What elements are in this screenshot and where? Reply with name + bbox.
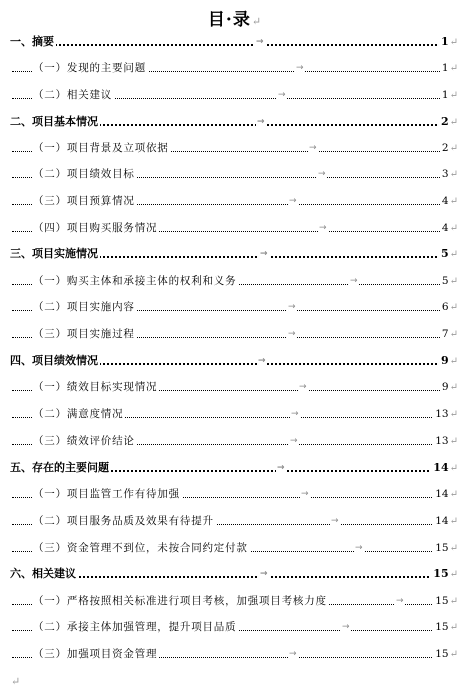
tab-arrow-icon: → (259, 564, 269, 584)
toc-entry-title: （二）相关建议 (33, 85, 114, 105)
page-title (0, 5, 470, 30)
paragraph-mark-icon: ↵ (251, 15, 263, 28)
tab-arrow-icon: → (298, 377, 308, 397)
tab-arrow-icon: → (308, 138, 318, 158)
paragraph-mark-icon: ↵ (449, 169, 458, 180)
toc-entry-level1[interactable] (0, 351, 470, 371)
toc-entry-page-number (440, 85, 458, 106)
tab-arrow-icon: → (287, 297, 297, 317)
page-number-text: 13 (435, 408, 449, 420)
toc-entry-title: （二）项目绩效目标 (33, 164, 137, 184)
tab-arrow-icon: → (289, 431, 299, 451)
toc-entry-page-number (433, 404, 458, 425)
paragraph-mark-icon: ↵ (449, 596, 458, 607)
toc-entry-title: 三、项目实施情况 (10, 244, 100, 264)
paragraph-mark-icon: ↵ (449, 649, 458, 660)
page-number-text: 15 (433, 567, 449, 580)
toc-entry-title: 五、存在的主要问题 (10, 458, 111, 478)
toc-entry-title: （三）项目实施过程 (33, 324, 137, 344)
toc-entry-title: 六、相关建议 (10, 564, 78, 584)
toc-entry-page-number (433, 431, 458, 452)
toc-entry-page-number (433, 591, 458, 612)
tab-arrow-icon: → (341, 617, 351, 637)
page-number-text: 3 (441, 168, 449, 180)
toc-entry-page-number (440, 191, 458, 212)
paragraph-mark-icon: ↵ (449, 382, 458, 393)
paragraph-mark-icon: ↵ (449, 223, 458, 234)
paragraph-mark-icon: ↵ (449, 569, 458, 580)
paragraph-mark-icon: ↵ (11, 675, 21, 688)
toc-entry-page-number (433, 484, 458, 505)
toc-entry-level2[interactable] (0, 271, 470, 291)
paragraph-mark-icon: ↵ (449, 622, 458, 633)
toc-entry-page-number (440, 218, 458, 239)
toc-entry-title: （三）加强项目资金管理 (33, 644, 159, 664)
page-number-text: 9 (440, 354, 449, 367)
paragraph-mark-icon: ↵ (449, 489, 458, 500)
page-number-text: 9 (441, 381, 449, 393)
tab-arrow-icon: → (255, 32, 265, 52)
toc-entry-page-number (433, 511, 458, 532)
toc-entry-level1[interactable] (0, 112, 470, 132)
page-number-text: 7 (441, 328, 449, 340)
tab-arrow-icon: → (395, 591, 405, 611)
tab-arrow-icon: → (277, 85, 287, 105)
tab-arrow-icon: → (288, 644, 298, 664)
paragraph-mark-icon: ↵ (449, 356, 458, 367)
toc-entry-page-number (440, 271, 458, 292)
toc-entry-title: （一）购买主体和承接主体的权利和义务 (33, 271, 238, 291)
toc-entry-page-number (433, 617, 458, 638)
toc-entry-page-number (440, 377, 458, 398)
toc-entry-page-number (431, 458, 458, 479)
page-number-text: 1 (440, 35, 449, 48)
toc-entry-page-number (439, 244, 458, 265)
toc-entry-title: （一）项目背景及立项依据 (33, 138, 171, 158)
toc-entry-level1[interactable] (0, 32, 470, 52)
paragraph-mark-icon: ↵ (449, 143, 458, 154)
toc-entry-level2[interactable] (0, 218, 470, 238)
toc-entry-title: （一）项目监管工作有待加强 (33, 484, 182, 504)
toc-entry-page-number (439, 351, 458, 372)
toc-entry-level2[interactable] (0, 324, 470, 344)
page-number-text: 15 (435, 595, 449, 607)
page-number-text: 5 (441, 275, 449, 287)
toc-entry-title: （二）项目实施内容 (33, 297, 137, 317)
paragraph-mark-icon: ↵ (449, 249, 458, 260)
tab-arrow-icon: → (300, 484, 310, 504)
paragraph-mark-icon: ↵ (449, 117, 458, 128)
toc-entry-page-number (439, 32, 458, 53)
toc-entry-page-number (433, 644, 458, 665)
toc-entry-level2[interactable] (0, 484, 470, 504)
page-number-text: 14 (433, 461, 449, 474)
paragraph-mark-icon: ↵ (449, 276, 458, 287)
toc-entry-title: 一、摘要 (10, 32, 56, 52)
toc-entry-page-number (440, 324, 458, 345)
page-number-text: 13 (435, 435, 449, 447)
paragraph-mark-icon: ↵ (449, 329, 458, 340)
toc-entry-level2[interactable] (0, 404, 470, 424)
toc-entry-title: （二）满意度情况 (33, 404, 125, 424)
toc-entry-title: （一）绩效目标实现情况 (33, 377, 159, 397)
toc-entry-title: （三）绩效评价结论 (33, 431, 137, 451)
toc-entry-level2[interactable] (0, 191, 470, 211)
tab-arrow-icon: → (349, 271, 359, 291)
toc-entry-page-number (433, 538, 458, 559)
paragraph-mark-icon: ↵ (449, 37, 458, 48)
page-number-text: 5 (440, 247, 449, 260)
tab-arrow-icon: → (317, 164, 327, 184)
toc-entry-level2[interactable] (0, 644, 470, 664)
toc-entry-level2[interactable] (0, 511, 470, 531)
toc-entry-level2[interactable] (0, 431, 470, 451)
page-number-text: 15 (435, 648, 449, 660)
tab-arrow-icon: → (276, 458, 286, 478)
page-number-text: 15 (435, 621, 449, 633)
toc-entry-title: 四、项目绩效情况 (10, 351, 100, 371)
toc-entry-level2[interactable] (0, 538, 470, 558)
tab-arrow-icon: → (318, 218, 328, 238)
toc-entry-level2[interactable] (0, 85, 470, 105)
toc-entry-page-number (440, 138, 458, 159)
tab-arrow-icon: → (257, 351, 267, 371)
toc-entry-level1[interactable] (0, 244, 470, 264)
page-number-text: 4 (441, 222, 449, 234)
toc-entry-level1[interactable] (0, 564, 470, 584)
paragraph-mark-icon: ↵ (449, 409, 458, 420)
page-number-text: 14 (435, 488, 449, 500)
tab-arrow-icon: → (290, 404, 300, 424)
paragraph-mark-icon: ↵ (449, 516, 458, 527)
toc-entry-title: （三）资金管理不到位，未按合同约定付款 (33, 538, 250, 558)
toc-entry-level2[interactable] (0, 138, 470, 158)
paragraph-mark-icon: ↵ (449, 63, 458, 74)
toc-entry-title: （三）项目预算情况 (33, 191, 137, 211)
tab-arrow-icon: → (330, 511, 340, 531)
tab-arrow-icon: → (288, 191, 298, 211)
page-number-text: 6 (441, 301, 449, 313)
tab-arrow-icon: → (259, 244, 269, 264)
toc-entry-title: （一）严格按照相关标准进行项目考核，加强项目考核力度 (33, 591, 329, 611)
paragraph-mark-icon: ↵ (449, 196, 458, 207)
toc-entry-page-number (440, 164, 458, 185)
toc-entry-title: （二）承接主体加强管理，提升项目品质 (33, 617, 238, 637)
toc-entry-level2[interactable] (0, 617, 470, 637)
toc-entry-level1[interactable] (0, 458, 470, 478)
page-title-text: 目·录 (207, 10, 251, 30)
page-number-text: 2 (440, 115, 449, 128)
toc-entry-title: 二、项目基本情况 (10, 112, 100, 132)
toc-entry-title: （二）项目服务品质及效果有待提升 (33, 511, 216, 531)
page-number-text: 1 (441, 89, 449, 101)
page-number-text: 4 (441, 195, 449, 207)
paragraph-mark-icon: ↵ (449, 436, 458, 447)
toc-entry-page-number (439, 112, 458, 133)
tab-arrow-icon: → (287, 324, 297, 344)
page-number-text: 15 (435, 542, 449, 554)
tab-arrow-icon: → (256, 112, 266, 132)
toc-entry-level2[interactable] (0, 58, 470, 78)
toc-entry-title: （四）项目购买服务情况 (33, 218, 159, 238)
tab-arrow-icon: → (295, 58, 305, 78)
toc-entry-level2[interactable] (0, 297, 470, 317)
tab-arrow-icon: → (354, 538, 364, 558)
dot-leader (12, 44, 448, 46)
toc-entry-level2[interactable] (0, 591, 470, 611)
paragraph-mark-icon: ↵ (449, 302, 458, 313)
paragraph-mark-icon: ↵ (449, 463, 458, 474)
page-number-text: 1 (441, 62, 449, 74)
toc-entry-level2[interactable] (0, 377, 470, 397)
page-number-text: 2 (441, 142, 449, 154)
toc-entry-title: （一）发现的主要问题 (33, 58, 148, 78)
page-number-text: 14 (435, 515, 449, 527)
toc-entry-level2[interactable] (0, 164, 470, 184)
paragraph-mark-icon: ↵ (449, 543, 458, 554)
toc-entry-page-number (440, 297, 458, 318)
toc-entry-page-number (431, 564, 458, 585)
toc-entry-page-number (440, 58, 458, 79)
paragraph-mark-icon: ↵ (449, 90, 458, 101)
